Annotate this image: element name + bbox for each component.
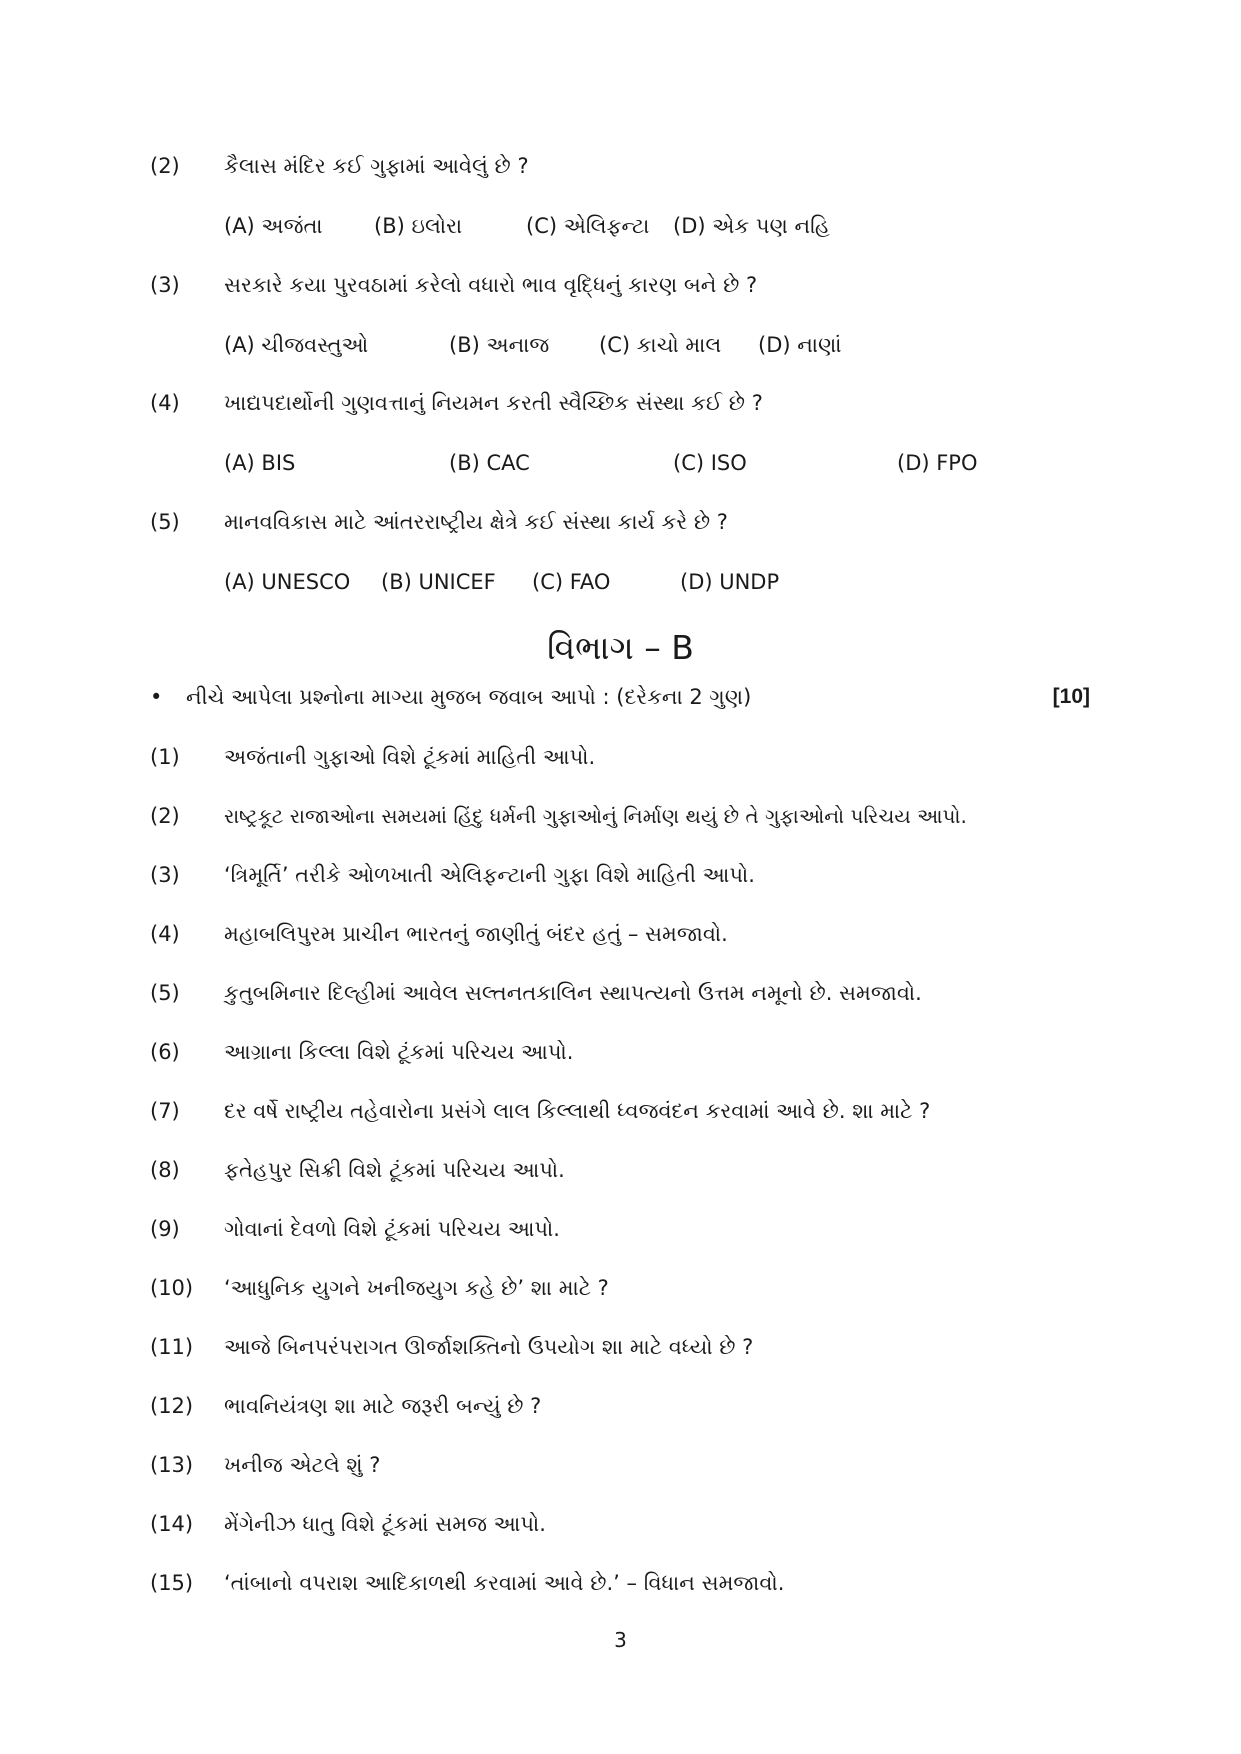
question-number: (11) [150,1335,194,1359]
question-text: ‘ત્રિમૂર્તિ’ તરીકે ઓળખાતી એલિફન્ટાની ગુફા વિશે માહિતી આપો. [224,863,755,887]
question-text: આગ્રાના કિલ્લા વિશે ટૂંકમાં પરિચય આપો. [224,1040,574,1064]
page-number: 3 [614,1628,627,1652]
option-b: (B) UNICEF [381,570,496,594]
option-d: (D) નાણાં [758,333,842,357]
question-number: (1) [150,745,180,769]
options-a-2 [224,212,1024,240]
question-number: (13) [150,1453,194,1477]
option-c: (C) FAO [532,570,611,594]
options-a-4 [224,449,1024,477]
question-number: (14) [150,1512,194,1536]
option-b: (B) CAC [449,451,530,475]
option-c: (C) એલિફન્ટા [526,214,650,238]
bullet-icon: • [150,685,163,709]
question-number: (4) [150,922,180,946]
question-text: અજંતાની ગુફાઓ વિશે ટૂંકમાં માહિતી આપો. [224,745,596,769]
option-a: (A) UNESCO [224,570,351,594]
option-d: (D) FPO [897,451,978,475]
question-number: (15) [150,1571,194,1595]
question-number: (9) [150,1217,180,1241]
question-text: દર વર્ષે રાષ્ટ્રીય તહેવારોના પ્રસંગે લાલ કિલ્લાથી ધ્વજવંદન કરવામાં આવે છે. શા માટે ? [224,1099,931,1123]
question-text: કૈલાસ મંદિર કઈ ગુફામાં આવેલું છે ? [224,154,529,178]
options-a-3 [224,331,1024,359]
question-text: ‘આધુનિક યુગને ખનીજયુગ કહે છે’ શા માટે ? [224,1276,609,1300]
question-number: (3) [150,273,180,297]
option-a: (A) અજંતા [224,214,323,238]
option-d: (D) UNDP [680,570,780,594]
question-number: (10) [150,1276,194,1300]
question-number: (2) [150,154,180,178]
question-text: ખાદ્યપદાર્થોની ગુણવત્તાનું નિયમન કરતી સ્વૈચ્છિક સંસ્થા કઈ છે ? [224,391,763,415]
options-a-5 [224,568,1024,596]
option-b: (B) ઇલોરા [374,214,463,238]
question-text: આજે બિનપરંપરાગત ઊર્જાશક્તિનો ઉપયોગ શા માટે વધ્યો છે ? [224,1335,754,1359]
question-text: માનવવિકાસ માટે આંતરરાષ્ટ્રીય ક્ષેત્રે કઈ સંસ્થા કાર્ય કરે છે ? [224,510,728,534]
question-text: મહાબલિપુરમ પ્રાચીન ભારતનું જાણીતું બંદર હતું – સમજાવો. [224,922,728,946]
question-number: (12) [150,1394,194,1418]
instruction-text: નીચે આપેલા પ્રશ્નોના માગ્યા મુજબ જવાબ આપો : (દરેકના 2 ગુણ) [186,685,752,709]
question-number: (7) [150,1099,180,1123]
question-text: કુતુબમિનાર દિલ્હીમાં આવેલ સલ્તનતકાલિન સ્થાપત્યનો ઉત્તમ નમૂનો છે. સમજાવો. [224,981,922,1005]
question-number: (5) [150,981,180,1005]
option-a: (A) ચીજવસ્તુઓ [224,333,369,357]
option-a: (A) BIS [224,451,296,475]
option-d: (D) એક પણ નહિ [673,214,830,238]
question-number: (3) [150,863,180,887]
question-number: (4) [150,391,180,415]
section-marks: [10] [1052,685,1090,708]
option-b: (B) અનાજ [449,333,550,357]
section-b-instruction [150,683,1090,711]
question-text: રાષ્ટ્રકૂટ રાજાઓના સમયમાં હિંદુ ધર્મની ગુફાઓનું નિર્માણ થયું છે તે ગુફાઓનો પરિચય આપો. [224,804,967,828]
question-text: ગોવાનાં દેવળો વિશે ટૂંકમાં પરિચય આપો. [224,1217,560,1241]
question-number: (2) [150,804,180,828]
option-c: (C) ISO [673,451,747,475]
question-text: ‘તાંબાનો વપરાશ આદિકાળથી કરવામાં આવે છે.’ – વિધાન સમજાવો. [224,1571,785,1595]
question-text: ભાવનિયંત્રણ શા માટે જરૂરી બન્યું છે ? [224,1394,542,1418]
section-b-title: વિભાગ – B [547,628,694,667]
question-number: (8) [150,1158,180,1182]
option-c: (C) કાચો માલ [599,333,722,357]
question-number: (6) [150,1040,180,1064]
question-number: (5) [150,510,180,534]
question-text: ફતેહપુર સિક્રી વિશે ટૂંકમાં પરિચય આપો. [224,1158,565,1182]
question-text: ખનીજ એટલે શું ? [224,1453,381,1477]
question-text: સરકારે કયા પુરવઠામાં કરેલો વધારો ભાવ વૃદ્ધિનું કારણ બને છે ? [224,273,758,297]
question-text: મેંગેનીઝ ધાતુ વિશે ટૂંકમાં સમજ આપો. [224,1512,546,1536]
